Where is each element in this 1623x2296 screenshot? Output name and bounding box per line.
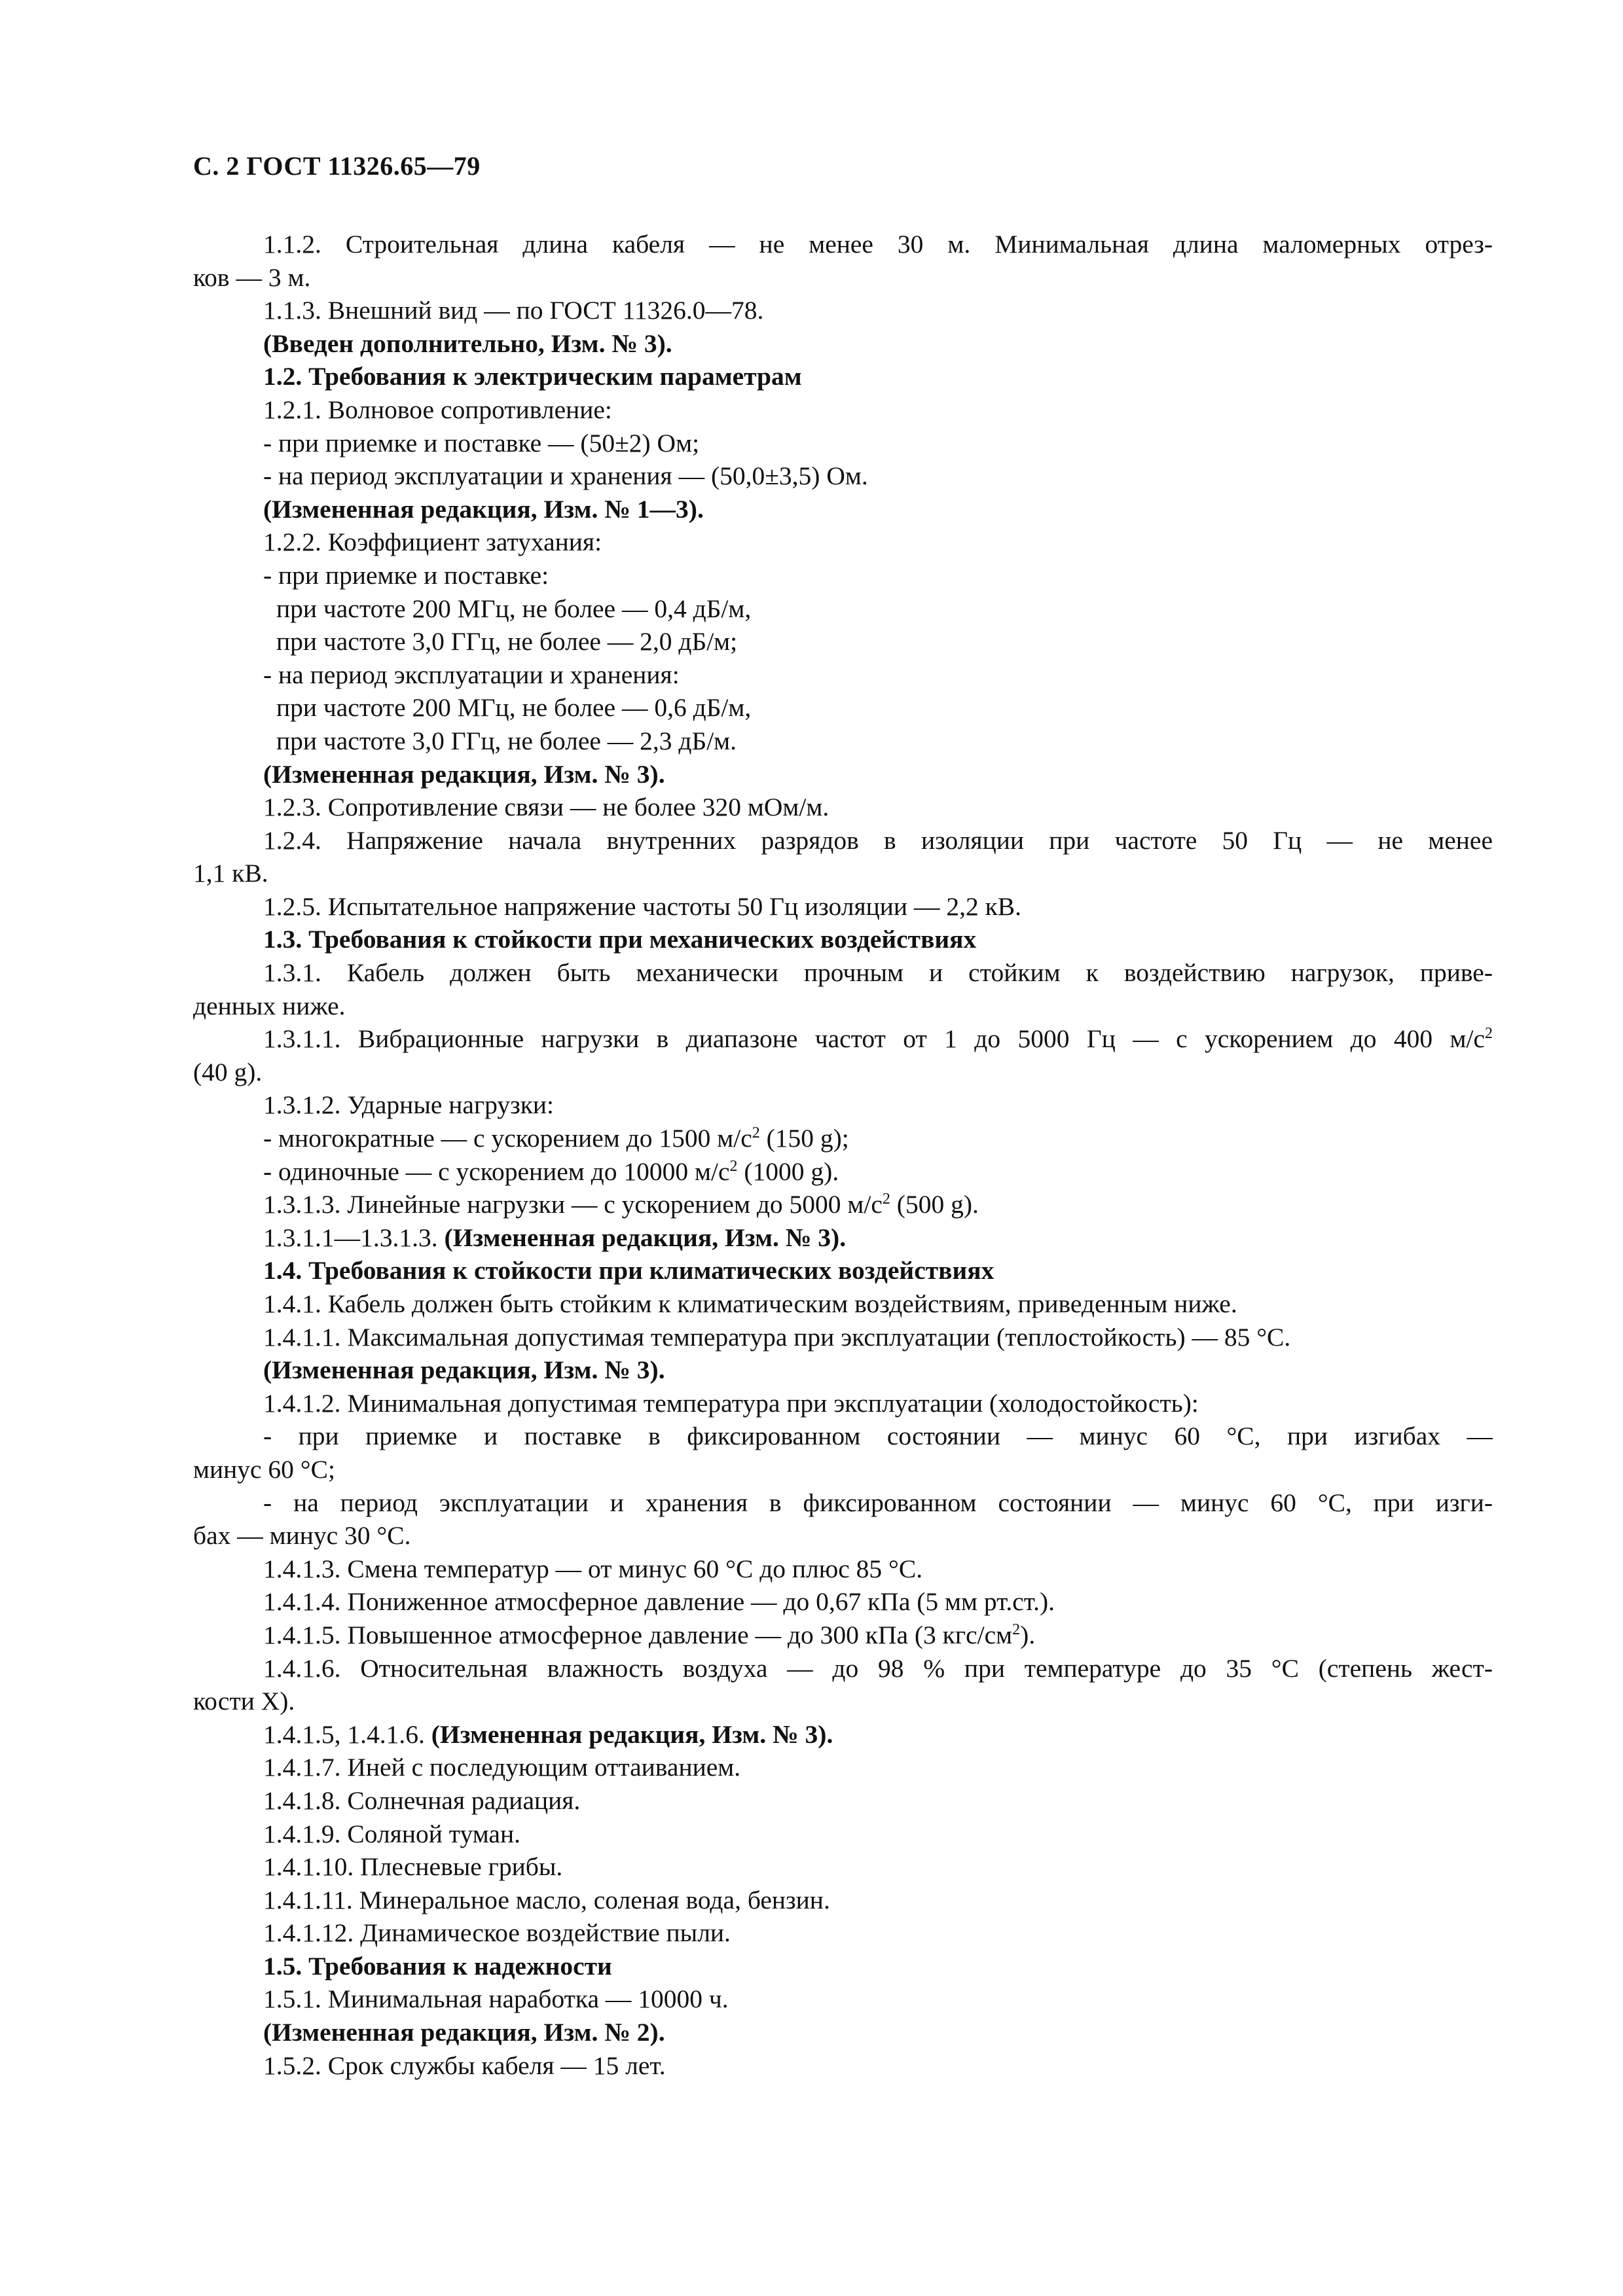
line-text: при частоте 200 МГц, не более — 0,6 дБ/м, <box>276 693 752 723</box>
text-line <box>193 1751 1493 1784</box>
line-text: при частоте 3,0 ГГц, не более — 2,3 дБ/м. <box>276 726 737 755</box>
line-text: 1.4.1.11. Минеральное масло, соленая вода, бензин. <box>263 1885 830 1914</box>
text-line <box>193 625 1493 658</box>
line-text: (Измененная редакция, Изм. № 2). <box>263 2018 665 2047</box>
text-line <box>193 1022 1493 1056</box>
line-text-tail: (500 g). <box>890 1190 979 1219</box>
text-line <box>193 923 1493 956</box>
text-line <box>193 1652 1493 1685</box>
line-text: (40 g). <box>193 1057 263 1086</box>
text-line <box>193 890 1493 924</box>
text-line <box>193 526 1493 559</box>
line-text: при частоте 3,0 ГГц, не более — 2,0 дБ/м; <box>276 627 738 656</box>
line-text: 1.4.1.2. Минимальная допустимая температура при эксплуатации (холодостойкость): <box>263 1388 1199 1418</box>
line-text: 1.2.5. Испытательное напряжение частоты 50 Гц изоляции — 2,2 кВ. <box>263 891 1021 921</box>
text-line <box>193 1420 1493 1453</box>
text-line <box>193 261 1493 295</box>
line-text: 1.2.1. Волновое сопротивление: <box>263 395 612 424</box>
line-text: (Измененная редакция, Изм. № 3). <box>263 1355 665 1385</box>
superscript: 2 <box>729 1157 738 1175</box>
line-text: 1.2. Требования к электрическим параметрам <box>263 362 802 391</box>
line-text: при частоте 200 МГц, не более — 0,4 дБ/м, <box>276 594 752 623</box>
text-line <box>193 691 1493 725</box>
text-line <box>193 1354 1493 1387</box>
line-text: кости Х). <box>193 1687 295 1716</box>
line-text: - одиночные — с ускорением до 10000 м/с <box>263 1157 730 1186</box>
text-line <box>193 1950 1493 1983</box>
line-text-tail: (150 g); <box>759 1124 849 1153</box>
line-text: 1.2.2. Коэффициент затухания: <box>263 528 602 557</box>
text-line <box>193 327 1493 361</box>
text-line <box>193 294 1493 327</box>
line-text: (Введен дополнительно, Изм. № 3). <box>263 329 672 358</box>
text-line <box>193 1254 1493 1287</box>
superscript: 2 <box>752 1124 760 1142</box>
superscript: 2 <box>882 1191 890 1208</box>
line-text: 1.5.1. Минимальная наработка — 10000 ч. <box>263 1984 729 2014</box>
line-text: бах — минус 30 °С. <box>193 1521 411 1551</box>
text-line <box>193 228 1493 261</box>
text-line <box>193 1122 1493 1155</box>
text-line <box>193 360 1493 393</box>
text-line <box>193 725 1493 758</box>
text-line <box>193 658 1493 692</box>
text-line <box>193 1188 1493 1221</box>
line-text: 1.3.1.1—1.3.1.3. <box>263 1223 445 1252</box>
line-text: 1.1.2. Строительная длина кабеля — не менее 30 м. Минимальная длина маломерных отрез- <box>263 230 1493 259</box>
line-text: 1.5.2. Срок службы кабеля — 15 лет. <box>263 2051 666 2080</box>
document-body <box>193 228 1493 2082</box>
line-text: 1.4.1.1. Максимальная допустимая температура при эксплуатации (теплостойкость) — 85 °С. <box>263 1322 1291 1352</box>
line-text: 1.3.1.3. Линейные нагрузки — с ускорением до 5000 м/с <box>263 1190 883 1219</box>
line-text: 1.2.4. Напряжение начала внутренних разрядов в изоляции при частоте 50 Гц — не менее <box>263 825 1493 855</box>
text-line <box>193 1221 1493 1255</box>
text-line <box>193 1088 1493 1122</box>
text-line <box>193 559 1493 592</box>
text-line <box>193 990 1493 1023</box>
text-line <box>193 1916 1493 1950</box>
line-text: денных ниже. <box>193 991 346 1020</box>
line-text: 1.2.3. Сопротивление связи — не более 320 мОм/м. <box>263 793 830 822</box>
line-text: 1.5. Требования к надежности <box>263 1951 612 1981</box>
line-text: минус 60 °С; <box>193 1454 335 1484</box>
line-text: 1.4.1.8. Солнечная радиация. <box>263 1785 581 1815</box>
amendment-note: (Измененная редакция, Изм. № 3). <box>444 1223 847 1252</box>
text-line <box>193 1321 1493 1354</box>
line-text: - на период эксплуатации и хранения — (50,0±3,5) Ом. <box>263 461 868 491</box>
line-text: 1.3.1.1. Вибрационные нагрузки в диапазоне частот от 1 до 5000 Гц — с ускорением до 400 м/с <box>263 1024 1485 1054</box>
text-line <box>193 1387 1493 1420</box>
text-line <box>193 1585 1493 1619</box>
text-line <box>193 1287 1493 1321</box>
text-line <box>193 1056 1493 1089</box>
text-line <box>193 758 1493 791</box>
line-text: 1.4.1.3. Смена температур — от минус 60 °С до плюс 85 °С. <box>263 1554 923 1583</box>
text-line <box>193 393 1493 427</box>
superscript: 2 <box>1485 1025 1493 1043</box>
line-text: 1.4.1.12. Динамическое воздействие пыли. <box>263 1918 731 1948</box>
text-line <box>193 1552 1493 1586</box>
line-text: 1.1.3. Внешний вид — по ГОСТ 11326.0—78. <box>263 296 764 325</box>
line-text-tail: (1000 g). <box>737 1157 839 1186</box>
line-text: - многократные — с ускорением до 1500 м/с <box>263 1124 752 1153</box>
text-line <box>193 1619 1493 1652</box>
line-text: 1,1 кВ. <box>193 859 268 888</box>
text-line <box>193 1784 1493 1818</box>
text-line <box>193 1884 1493 1917</box>
text-line <box>193 791 1493 824</box>
text-line <box>193 1155 1493 1189</box>
line-text: - на период эксплуатации и хранения: <box>263 660 680 689</box>
text-line <box>193 2016 1493 2049</box>
text-line <box>193 1850 1493 1884</box>
line-text: 1.4.1.9. Соляной туман. <box>263 1819 520 1848</box>
page-header: С. 2 ГОСТ 11326.65—79 <box>193 151 481 181</box>
line-text: 1.4.1. Кабель должен быть стойким к климатическим воздействиям, приведенным ниже. <box>263 1289 1237 1318</box>
text-line <box>193 1818 1493 1851</box>
text-line <box>193 1519 1493 1552</box>
line-text: 1.3. Требования к стойкости при механических воздействиях <box>263 925 977 954</box>
line-text: - при приемке и поставке — (50±2) Ом; <box>263 428 700 457</box>
line-text: (Измененная редакция, Изм. № 3). <box>263 759 665 789</box>
line-text: 1.4.1.4. Пониженное атмосферное давление — до 0,67 кПа (5 мм рт.ст.). <box>263 1587 1055 1617</box>
line-text: 1.4.1.7. Иней с последующим оттаиванием. <box>263 1753 741 1782</box>
line-text: (Измененная редакция, Изм. № 1—3). <box>263 494 704 524</box>
text-line <box>193 1453 1493 1486</box>
text-line <box>193 592 1493 626</box>
text-line <box>193 427 1493 460</box>
line-text: 1.4.1.5. Повышенное атмосферное давление — до 300 кПа (3 кгс/см <box>263 1620 1013 1649</box>
line-text: 1.3.1. Кабель должен быть механически прочным и стойким к воздействию нагрузок, приве- <box>263 958 1493 988</box>
text-line <box>193 1486 1493 1520</box>
line-text: ков — 3 м. <box>193 262 311 292</box>
line-text: 1.4.1.5, 1.4.1.6. <box>263 1719 431 1749</box>
text-line <box>193 2049 1493 2083</box>
line-text-tail: ). <box>1020 1620 1036 1649</box>
line-text: 1.4. Требования к стойкости при климатических воздействиях <box>263 1256 994 1285</box>
line-text: - при приемке и поставке в фиксированном состоянии — минус 60 °С, при изгибах — <box>263 1422 1493 1451</box>
superscript: 2 <box>1012 1621 1021 1638</box>
text-line <box>193 956 1493 990</box>
text-line <box>193 1982 1493 2016</box>
text-line <box>193 824 1493 857</box>
text-line <box>193 493 1493 526</box>
text-line <box>193 1718 1493 1751</box>
line-text: 1.3.1.2. Ударные нагрузки: <box>263 1090 555 1120</box>
line-text: 1.4.1.6. Относительная влажность воздуха — до 98 % при температуре до 35 °С (степень жест- <box>263 1653 1493 1683</box>
text-line <box>193 857 1493 890</box>
line-text: 1.4.1.10. Плесневые грибы. <box>263 1852 563 1882</box>
line-text: - при приемке и поставке: <box>263 560 549 590</box>
text-line <box>193 1685 1493 1718</box>
line-text: - на период эксплуатации и хранения в фиксированном состоянии — минус 60 °С, при изги- <box>263 1488 1493 1517</box>
amendment-note: (Измененная редакция, Изм. № 3). <box>431 1719 833 1749</box>
text-line <box>193 459 1493 493</box>
